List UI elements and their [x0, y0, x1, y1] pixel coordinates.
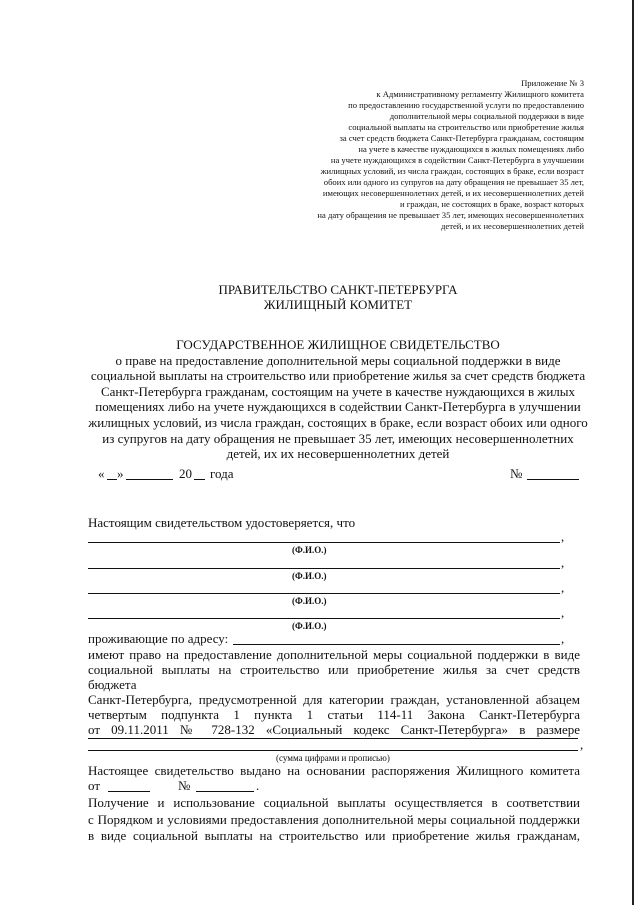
receipt-line: в виде социальной выплаты на строительство или приобретение жилья гражданам, [88, 828, 580, 843]
appendix-line: к Административному регламенту Жилищного комитета [376, 89, 584, 99]
sum-blank[interactable] [88, 738, 578, 739]
appendix-note [254, 78, 584, 232]
certificate-subtitle-line: социальной выплаты на строительство или приобретение жилья за счет средств бюджета [90, 368, 586, 384]
fio-caption: (Ф.И.О.) [292, 571, 327, 581]
certificate-title: ГОСУДАРСТВЕННОЕ ЖИЛИЩНОЕ СВИДЕТЕЛЬСТВО [176, 337, 500, 352]
sum-caption: (сумма цифрами и прописью) [276, 753, 390, 763]
appendix-line: детей, и их несовершеннолетних детей [441, 221, 584, 231]
address-blank[interactable] [233, 644, 560, 645]
comma: , [561, 555, 565, 570]
quote-open: « [98, 466, 105, 481]
certificate-subtitle-line: детей, их их несовершеннолетних детей [226, 446, 450, 462]
appendix-line: социальной выплаты на строительство или приобретение жилья [348, 122, 584, 132]
address-label: проживающие по адресу: [88, 631, 229, 646]
comma: , [580, 737, 584, 752]
rights-paragraph [88, 647, 580, 737]
year-blank[interactable] [194, 479, 205, 480]
order-number-blank[interactable] [196, 791, 254, 792]
from-label: от [88, 778, 101, 793]
issued-line: Настоящее свидетельство выдано на основании распоряжения Жилищного комитета [88, 763, 580, 778]
comma: , [561, 631, 565, 646]
fio-blank[interactable] [88, 618, 560, 619]
receipt-line: с Порядком и условиями предоставления дополнительной меры социальной поддержки [88, 811, 580, 827]
fio-caption: (Ф.И.О.) [292, 545, 327, 555]
quote-close: » [117, 466, 124, 481]
page-edge-line [632, 0, 634, 905]
sum-blank[interactable] [88, 750, 578, 751]
appendix-line: по предоставлению государственной услуги по предоставлению [348, 100, 584, 110]
certificate-subtitle-line: о праве на предоставление дополнительной меры социальной поддержки в виде [115, 352, 561, 368]
appendix-line: на учете нуждающихся в содействии Санкт-Петербурга в улучшении [330, 155, 584, 165]
rights-line: имеют право на предоставление дополнительной меры социальной поддержки в виде [88, 647, 580, 662]
year-prefix: 20 [179, 466, 192, 481]
comma: , [561, 529, 565, 544]
appendix-line: обоих или одного из супругов на дату обращения не превышает 35 лет, [323, 177, 584, 187]
certificate-subtitle-line: помещениях либо на учете нуждающихся в содействии Санкт-Петербурга в улучшении [95, 399, 581, 415]
government-name: ПРАВИТЕЛЬСТВО САНКТ-ПЕТЕРБУРГА [218, 282, 458, 297]
issuer-header [88, 282, 588, 312]
number-blank[interactable] [527, 479, 579, 480]
fio-caption: (Ф.И.О.) [292, 621, 327, 631]
certificate-heading [88, 337, 588, 462]
appendix-line: на учете в качестве нуждающихся в жилых помещениях либо [358, 144, 584, 154]
appendix-line: жилищных условий, из числа граждан, состоящих в браке, если возраст [320, 166, 584, 176]
certificate-subtitle-line: Санкт-Петербурга гражданам, состоящим на учете в качестве нуждающихся в жилых [100, 383, 576, 399]
rights-line: четвертым подпункта 1 пункта 1 статьи 114-11 Закона Санкт-Петербурга [88, 707, 580, 722]
order-number-sign: № [178, 778, 191, 793]
appendix-line: имеющих несовершеннолетних детей, и их несовершеннолетних детей [322, 188, 584, 198]
appendix-line: за счет средств бюджета Санкт-Петербурга гражданам, состоящим [339, 133, 584, 143]
rights-line: Санкт-Петербурга, предусмотренной для категории граждан, установленной абзацем [88, 692, 580, 707]
rights-line: от 09.11.2011 № 728-132 «Социальный кодекс Санкт-Петербурга» в размере [88, 722, 580, 737]
certificate-subtitle-line: из супругов на дату обращения не превышает 35 лет, имеющих несовершеннолетних [102, 430, 574, 446]
appendix-line: и граждан, не состоящих в браке, возраст которых [399, 199, 584, 209]
year-word: года [210, 466, 234, 481]
receipt-paragraph [88, 795, 580, 845]
appendix-line: на дату обращения не превышает 35 лет, имеющих несовершеннолетних [317, 210, 584, 220]
appendix-line: дополнительной меры социальной поддержки в виде [389, 111, 584, 121]
fio-blank[interactable] [88, 568, 560, 569]
fio-blank[interactable] [88, 542, 560, 543]
period: . [256, 778, 260, 793]
day-blank[interactable] [107, 479, 117, 480]
month-blank[interactable] [126, 479, 173, 480]
rights-line: социальной выплаты на строительство или приобретение жилья за счет средств бюджета [88, 662, 580, 692]
certify-text: Настоящим свидетельством удостоверяется, что [88, 515, 356, 530]
comma: , [561, 605, 565, 620]
fio-blank[interactable] [88, 593, 560, 594]
fio-caption: (Ф.И.О.) [292, 596, 327, 606]
comma: , [561, 580, 565, 595]
certificate-subtitle-line: жилищных условий, из числа граждан, состоящих в браке, если возраст обоих или одного [88, 414, 588, 430]
appendix-line: Приложение № 3 [521, 78, 584, 88]
committee-name: ЖИЛИЩНЫЙ КОМИТЕТ [263, 297, 413, 312]
number-sign: № [510, 466, 523, 481]
receipt-line: Получение и использование социальной выплаты осуществляется в соответствии [88, 795, 580, 810]
order-date-blank[interactable] [108, 791, 150, 792]
